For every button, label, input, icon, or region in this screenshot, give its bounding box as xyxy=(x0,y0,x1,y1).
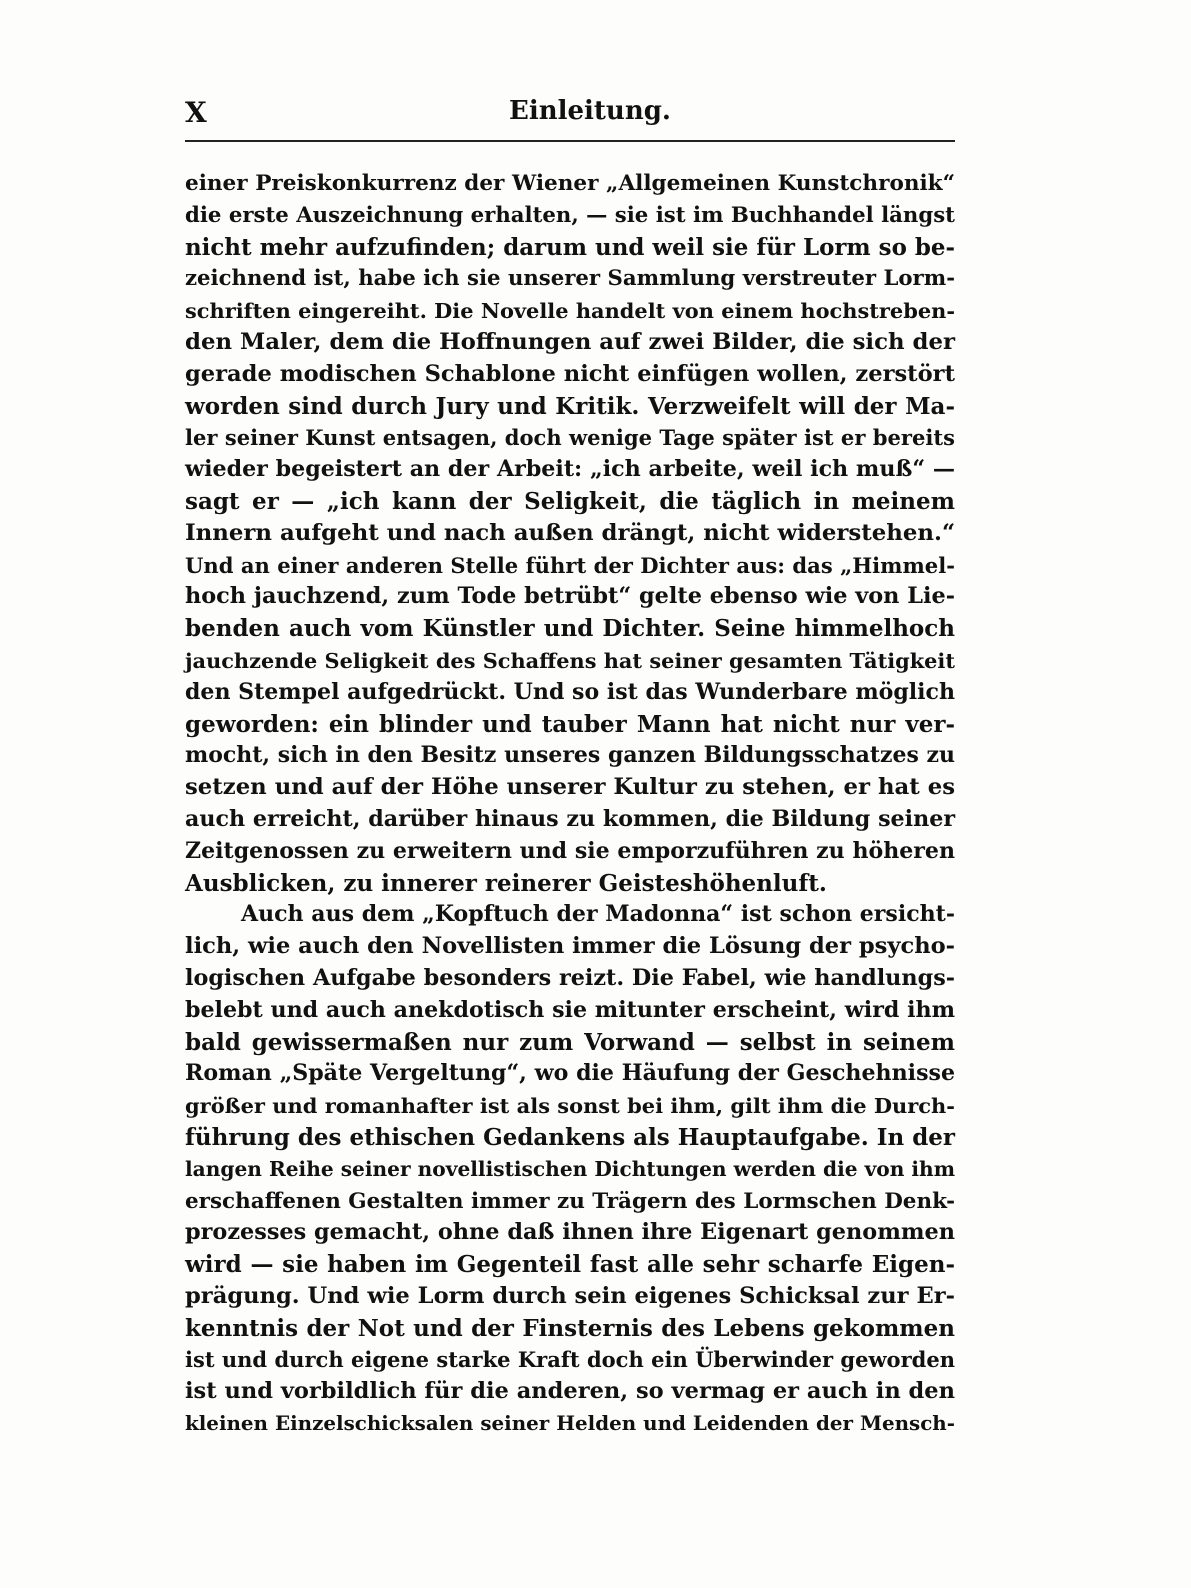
running-head: Einleitung. xyxy=(509,96,671,126)
text-line: belebt und auch anekdotisch sie mitunter erscheint, wird ihm xyxy=(185,996,955,1023)
text-line: logischen Aufgabe besonders reizt. Die Fabel, wie handlungs- xyxy=(185,964,955,991)
text-line: nicht mehr aufzufinden; darum und weil sie für Lorm so be- xyxy=(185,233,955,261)
paragraph-end-line: Ausblicken, zu innerer reinerer Geisteshöhenluft. xyxy=(185,869,827,897)
text-line: ler seiner Kunst entsagen, doch wenige Tage später ist er bereits xyxy=(185,425,955,451)
text-line: kenntnis der Not und der Finsternis des Lebens gekommen xyxy=(185,1314,955,1342)
text-line: worden sind durch Jury und Kritik. Verzweifelt will der Ma- xyxy=(185,392,955,420)
text-line: auch erreicht, darüber hinaus zu kommen, die Bildung seiner xyxy=(185,805,955,832)
text-line: prozesses gemacht, ohne daß ihnen ihre Eigenart genommen xyxy=(185,1219,955,1246)
text-line: setzen und auf der Höhe unserer Kultur zu stehen, er hat es xyxy=(185,774,955,801)
text-line: wird — sie haben im Gegenteil fast alle sehr scharfe Eigen- xyxy=(185,1251,955,1279)
text-line: einer Preiskonkurrenz der Wiener „Allgemeinen Kunstchronik“ xyxy=(185,171,955,196)
text-line: den Stempel aufgedrückt. Und so ist das Wunderbare möglich xyxy=(185,678,955,705)
text-line: bald gewissermaßen nur zum Vorwand — selbst in seinem xyxy=(185,1028,955,1056)
text-line: lich, wie auch den Novellisten immer die Lösung der psycho- xyxy=(185,933,955,960)
text-line: sagt er — „ich kann der Seligkeit, die täglich in meinem xyxy=(185,487,955,515)
text-line: wieder begeistert an der Arbeit: „ich arbeite, weil ich muß“ — xyxy=(185,456,955,483)
text-line: Innern aufgeht und nach außen drängt, nicht widerstehen.“ xyxy=(185,519,956,546)
body-text xyxy=(185,168,955,1440)
page-number: X xyxy=(185,96,208,129)
text-line: benden auch vom Künstler und Dichter. Seine himmelhoch xyxy=(185,615,955,643)
text-line: prägung. Und wie Lorm durch sein eigenes Schicksal zur Er- xyxy=(185,1282,955,1309)
text-line: die erste Auszeichnung erhalten, — sie ist im Buchhandel längst xyxy=(185,202,955,228)
text-line: Und an einer anderen Stelle führt der Dichter aus: das „Himmel- xyxy=(185,552,955,578)
text-line: den Maler, dem die Hoffnungen auf zwei Bilder, die sich der xyxy=(185,328,955,355)
text-line: Roman „Späte Vergeltung“, wo die Häufung der Geschehnisse xyxy=(185,1060,955,1087)
page-header xyxy=(185,96,955,136)
text-line: kleinen Einzelschicksalen seiner Helden und Leidenden der Mensch- xyxy=(185,1411,955,1436)
text-line: größer und romanhafter ist als sonst bei ihm, gilt ihm die Durch- xyxy=(185,1093,955,1119)
text-line: Zeitgenossen zu erweitern und sie emporzuführen zu höheren xyxy=(185,837,955,864)
text-line: schriften eingereiht. Die Novelle handelt von einem hochstreben- xyxy=(185,298,955,324)
text-line: erschaffenen Gestalten immer zu Trägern des Lormschen Denk- xyxy=(185,1188,955,1214)
text-line: ist und durch eigene starke Kraft doch ein Überwinder geworden xyxy=(185,1347,955,1373)
text-line: zeichnend ist, habe ich sie unserer Sammlung verstreuter Lorm- xyxy=(185,266,955,292)
paragraph-start-line: Auch aus dem „Kopftuch der Madonna“ ist schon ersicht- xyxy=(241,901,955,928)
text-line: führung des ethischen Gedankens als Hauptaufgabe. In der xyxy=(185,1123,955,1151)
text-line: ist und vorbildlich für die anderen, so vermag er auch in den xyxy=(185,1378,955,1405)
text-line: hoch jauchzend, zum Tode betrübt“ gelte ebenso wie von Lie- xyxy=(185,583,955,610)
text-line: langen Reihe seiner novellistischen Dichtungen werden die von ihm xyxy=(185,1156,956,1181)
text-line: geworden: ein blinder und tauber Mann hat nicht nur ver- xyxy=(185,710,955,738)
text-line: mocht, sich in den Besitz unseres ganzen Bildungsschatzes zu xyxy=(185,742,955,769)
text-line: gerade modischen Schablone nicht einfügen wollen, zerstört xyxy=(185,360,955,387)
header-rule xyxy=(185,140,955,142)
text-line: jauchzende Seligkeit des Schaffens hat seiner gesamten Tätigkeit xyxy=(185,647,955,673)
